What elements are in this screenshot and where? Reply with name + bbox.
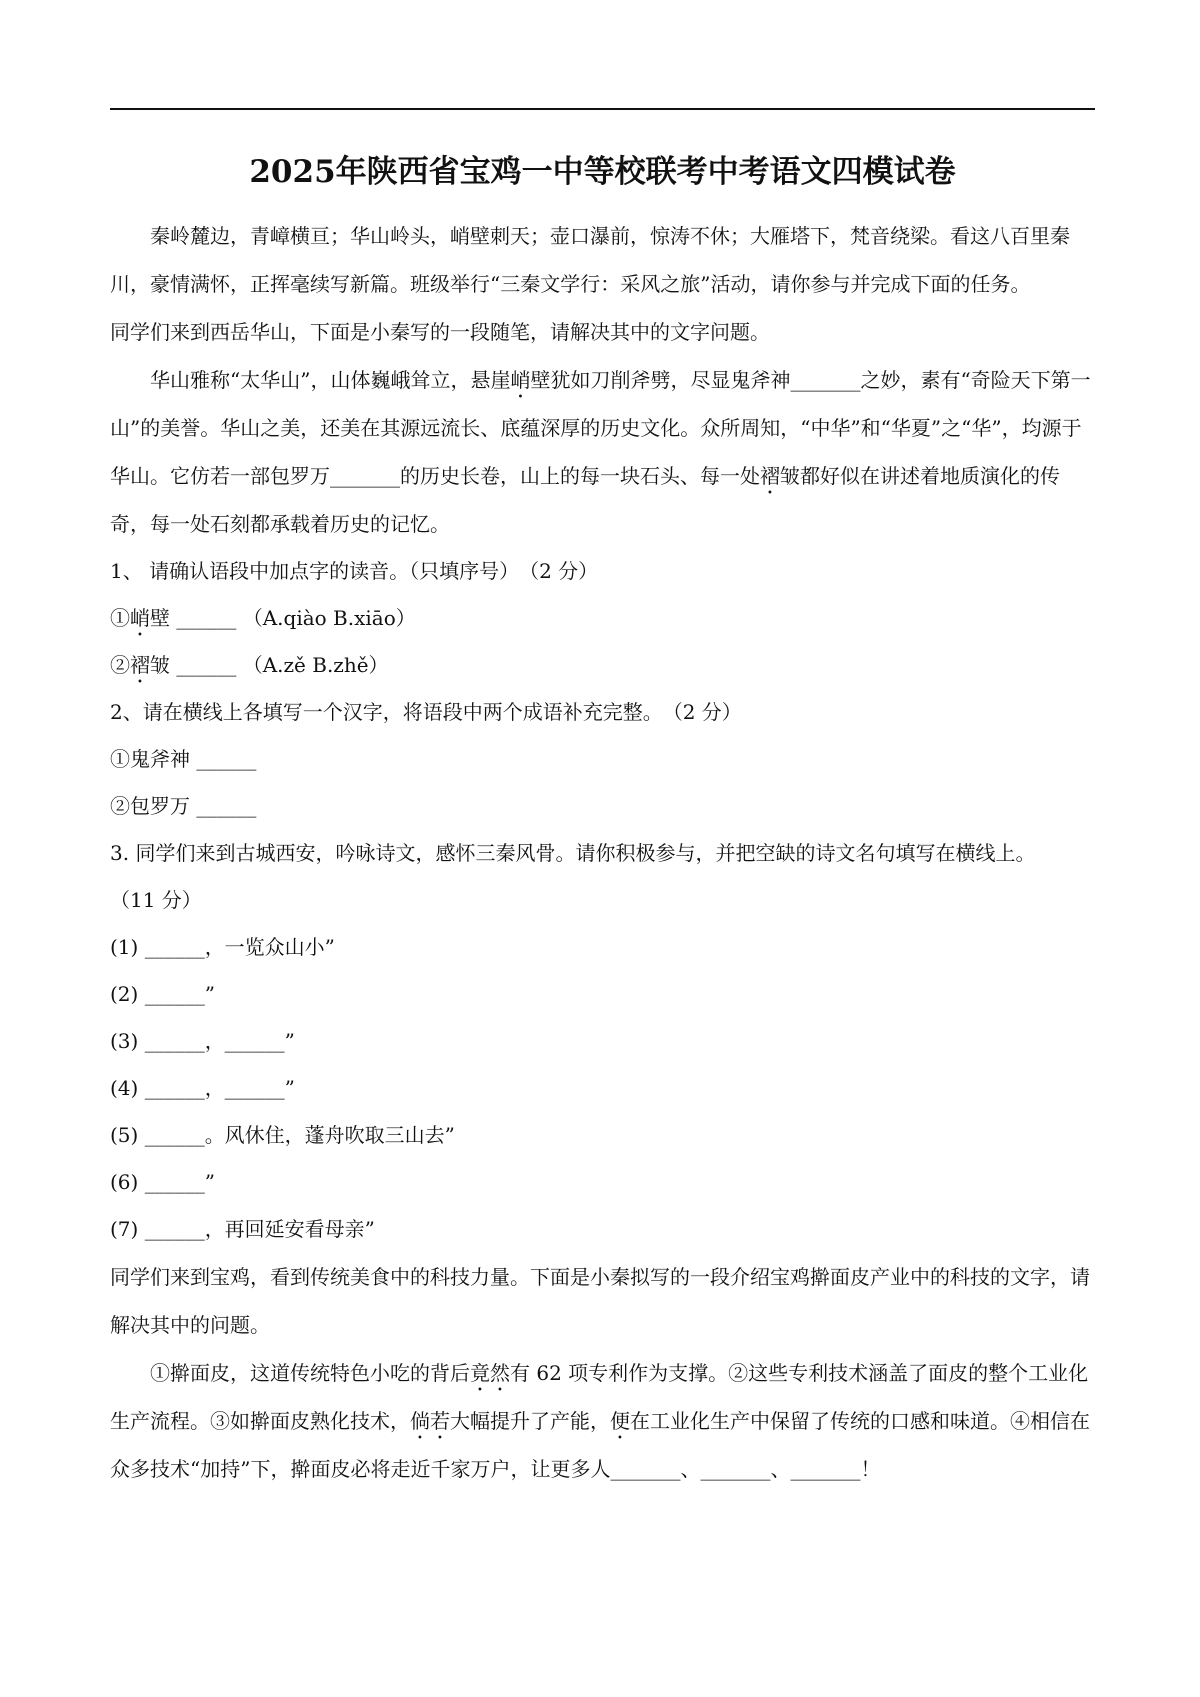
section1-lead: 同学们来到西岳华山，下面是小秦写的一段随笔，请解决其中的文字问题。 [110,320,770,344]
dotted-word: 竟然 [470,1361,510,1385]
poem-item-2[interactable]: (2) ______” [110,982,215,1006]
passage-text: 有 62 项专利作为支撑。②这些专利技术涵盖了面皮的整个工业化生产流程。③如擀面皮熟化技术， [110,1361,1089,1433]
intro-paragraph: 秦岭麓边，青嶂横亘；华山岭头，峭壁刺天；壶口瀑前，惊涛不休；大雁塔下，梵音绕梁。看这八百里秦川，豪情满怀，正挥毫续写新篇。班级举行“三秦文学行：采风之旅”活动，请你参与并完成下面的任务。 [110,224,1070,296]
question-2-item-1[interactable]: ①鬼斧神 ______ [110,747,257,771]
question-1-item-2[interactable] [110,642,1095,689]
poem-item-5[interactable]: (5) ______。风休住，蓬舟吹取三山去” [110,1123,455,1147]
item-number: ① [110,606,130,630]
poem-item-3[interactable]: (3) ______，______” [110,1029,295,1053]
dotted-word: 便 [610,1409,630,1433]
passage-text: 皱都好似在讲述着地质演化的传奇，每一处石刻都承载着历史的记忆。 [110,464,1060,536]
exam-content [110,212,1095,1493]
huashan-passage [110,356,1095,548]
item-text: 壁 ______ （A.qiào B.xiāo） [150,606,416,630]
question-3-score: （11 分） [110,888,202,912]
passage-text: 华山雅称“太华山”，山体巍峨耸立，悬崖 [150,368,511,392]
question-3-stem: 3. 同学们来到古城西安，吟咏诗文，感怀三秦风骨。请你积极参与，并把空缺的诗文名句填写在横线上。 [110,841,1036,865]
question-1-item-1[interactable] [110,595,1095,642]
baoji-passage [110,1349,1095,1493]
dotted-word: 倘若 [410,1409,450,1433]
section3-lead: 同学们来到宝鸡，看到传统美食中的科技力量。下面是小秦拟写的一段介绍宝鸡擀面皮产业中的科技的文字，请解决其中的问题。 [110,1265,1090,1337]
poem-item-1[interactable]: (1) ______，一览众山小” [110,935,335,959]
item-number: ② [110,653,130,677]
passage-text: 壁犹如刀削斧劈，尽显鬼斧神_______之妙，素有“奇险天下第一山”的美誉。华山之美，还美在其源远流长、底蕴深厚的历史文化。众所周知，“中华”和“华夏”之“华”，均源于华山。它仿若一部包罗万_______的历史长卷，山上的每一块石头、每一处 [110,368,1091,488]
dotted-char: 褶 [130,653,150,677]
passage-text: 大幅提升了产能， [450,1409,610,1433]
header-rule [110,108,1095,110]
poem-item-4[interactable]: (4) ______，______” [110,1076,295,1100]
question-2-item-2[interactable]: ②包罗万 ______ [110,794,257,818]
dotted-char: 峭 [510,368,531,392]
item-text: 皱 ______ （A.zě B.zhě） [150,653,389,677]
passage-text: ①擀面皮，这道传统特色小吃的背后 [150,1361,470,1385]
dotted-char: 峭 [130,606,150,630]
question-2-stem: 2、请在横线上各填写一个汉字，将语段中两个成语补充完整。 （2 分） [110,700,742,724]
poem-item-6[interactable]: (6) ______” [110,1170,215,1194]
poem-item-7[interactable]: (7) ______，再回延安看母亲” [110,1217,375,1241]
question-1-stem: 1、 请确认语段中加点字的读音。（只填序号） （2 分） [110,559,599,583]
page-title: 2025年陕西省宝鸡一中等校联考中考语文四模试卷 [249,154,956,190]
dotted-char: 褶 [760,464,780,488]
passage-text: 在工业化生产中保留了传统的口感和味道。④相信在众多技术“加持”下，擀面皮必将走近千家万户，让更多人_______、_______、_______！ [110,1409,1090,1481]
